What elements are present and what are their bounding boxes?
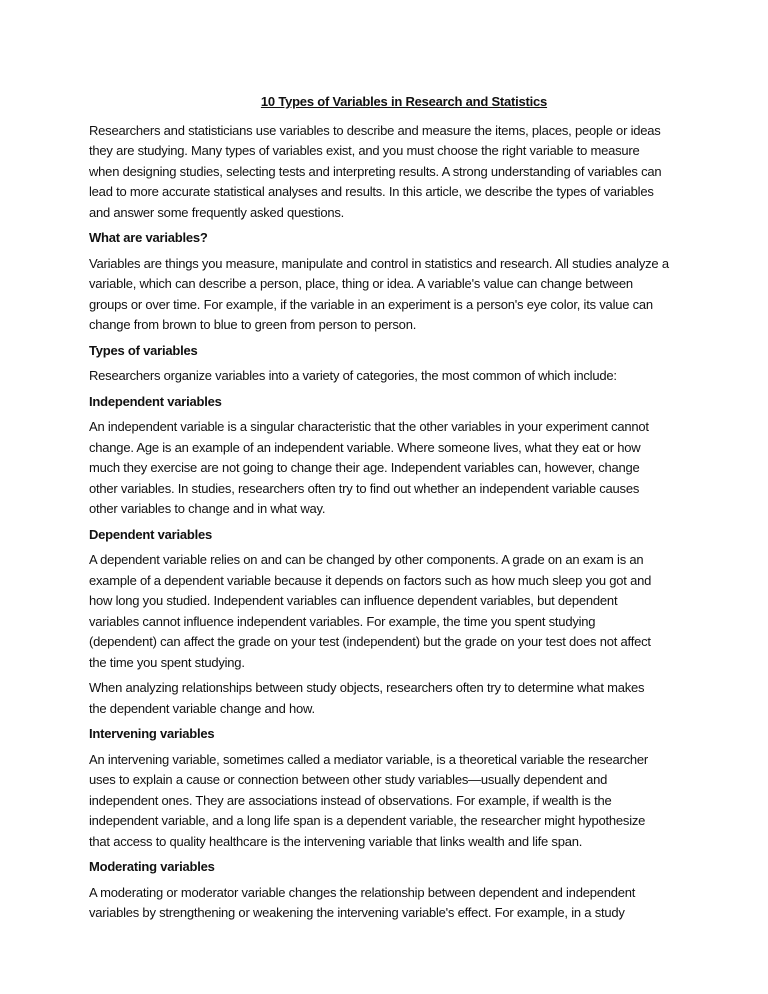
document-page xyxy=(89,92,719,929)
text-line: Researchers and statisticians use variables to describe and measure the items, places, people or ideas xyxy=(89,122,661,138)
section-heading xyxy=(89,341,719,362)
text-line: other variables to change and in what way. xyxy=(89,501,326,516)
text-line: An intervening variable, sometimes called a mediator variable, is a theoretical variable the researcher xyxy=(89,751,649,767)
text-line: Intervening variables xyxy=(89,726,215,741)
text-line: A dependent variable relies on and can be changed by other components. A grade on an exam is an xyxy=(89,552,644,567)
text-line: much they exercise are not going to change their age. Independent variables can, however, change xyxy=(89,460,640,475)
text-line: other variables. In studies, researchers often try to find out whether an independent variable causes xyxy=(89,480,640,496)
text-line: A moderating or moderator variable changes the relationship between dependent and independent xyxy=(89,884,636,900)
text-line: when designing studies, selecting tests and interpreting results. A strong understanding of variables can xyxy=(89,163,662,179)
text-line: When analyzing relationships between study objects, researchers often try to determine what makes xyxy=(89,680,645,695)
paragraph xyxy=(89,678,719,719)
section-heading xyxy=(89,857,719,878)
text-line: they are studying. Many types of variables exist, and you must choose the right variable to measure xyxy=(89,143,640,158)
text-line: variables by strengthening or weakening the intervening variable's effect. For example, in a study xyxy=(89,905,625,920)
text-line: variable, which can describe a person, place, thing or idea. A variable's value can change between xyxy=(89,276,633,291)
text-line: Types of variables xyxy=(89,342,198,358)
section-heading xyxy=(89,392,719,413)
text-line: example of a dependent variable because it depends on factors such as how much sleep you got and xyxy=(89,572,652,588)
text-line: Moderating variables xyxy=(89,859,215,874)
paragraph xyxy=(89,366,719,387)
paragraph xyxy=(89,883,719,924)
text-line: An independent variable is a singular characteristic that the other variables in your experiment cannot xyxy=(89,419,649,434)
text-line: Researchers organize variables into a variety of categories, the most common of which include: xyxy=(89,368,617,383)
text-line: uses to explain a cause or connection between other study variables—usually dependent and xyxy=(89,772,608,787)
document-body xyxy=(89,121,719,924)
section-heading xyxy=(89,228,719,249)
text-line: independent ones. They are associations instead of observations. For example, if wealth is the xyxy=(89,792,612,808)
text-line: the dependent variable change and how. xyxy=(89,700,315,716)
text-line: variables cannot influence independent variables. For example, the time you spent studying xyxy=(89,613,596,629)
text-line: lead to more accurate statistical analyses and results. In this article, we describe the types of variables xyxy=(89,184,654,199)
text-line: and answer some frequently asked questions. xyxy=(89,204,345,220)
text-line: change. Age is an example of an independent variable. Where someone lives, what they eat or how xyxy=(89,439,641,455)
text-line: Dependent variables xyxy=(89,526,212,542)
text-line: change from brown to blue to green from person to person. xyxy=(89,317,417,332)
paragraph xyxy=(89,254,719,336)
section-heading xyxy=(89,525,719,546)
document-title: 10 Types of Variables in Research and Statistics xyxy=(260,94,548,109)
text-line: how long you studied. Independent variables can influence dependent variables, but dependent xyxy=(89,593,618,608)
paragraph xyxy=(89,550,719,673)
text-line: that access to quality healthcare is the intervening variable that links wealth and life span. xyxy=(89,833,583,849)
text-line: independent variable, and a long life span is a dependent variable, the researcher might hypothesize xyxy=(89,813,646,828)
text-line: the time you spent studying. xyxy=(89,654,245,670)
text-line: Variables are things you measure, manipulate and control in statistics and research. All studies analyze a xyxy=(89,255,669,271)
paragraph xyxy=(89,121,719,224)
paragraph xyxy=(89,417,719,520)
text-line: groups or over time. For example, if the variable in an experiment is a person's eye color, its value can xyxy=(89,296,653,312)
text-line: What are variables? xyxy=(89,230,208,245)
section-heading xyxy=(89,724,719,745)
text-line: Independent variables xyxy=(89,393,222,409)
paragraph xyxy=(89,750,719,853)
text-line: (dependent) can affect the grade on your test (independent) but the grade on your test does not affect xyxy=(89,634,651,649)
